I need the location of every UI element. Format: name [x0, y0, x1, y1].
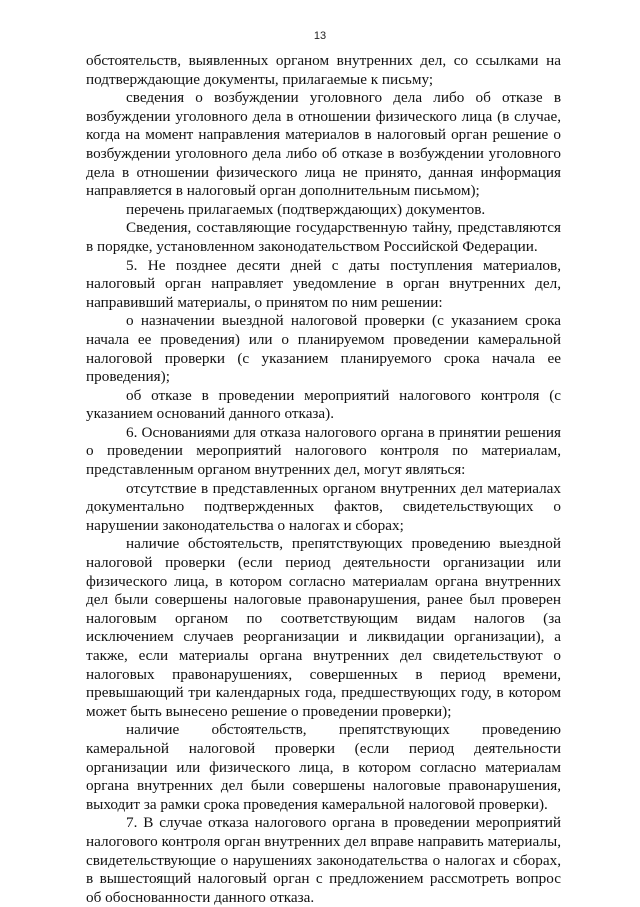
- page-number: 13: [313, 30, 327, 42]
- paragraph: перечень прилагаемых (подтверждающих) документов.: [126, 200, 486, 218]
- paragraph: наличие обстоятельств, препятствующих проведению камеральной налоговой проверки (если период деятельности организации или физического лица, в котором согласно материалам органа внутренних дел были совершены налоговые правонарушения, выходит за рамки срока проведения камеральной налоговой проверки).: [86, 721, 561, 813]
- paragraph: 6. Основаниями для отказа налогового органа в принятии решения о проведении мероприятий налогового контроля по материалам, представленным органом внутренних дел, могут являться:: [86, 423, 561, 479]
- paragraph: обстоятельств, выявленных органом внутренних дел, со ссылками на подтверждающие документы, прилагаемые к письму;: [86, 52, 561, 88]
- paragraph: Сведения, составляющие государственную тайну, представляются в порядке, установленном законодательством Российской Федерации.: [86, 219, 561, 255]
- paragraph: наличие обстоятельств, препятствующих проведению выездной налоговой проверки (если период деятельности организации или физического лица, в котором согласно материалам органа внутренних дел были совершены налоговые правонарушения, ранее был проверен налоговым органом по соответствующим видам налогов (за исключением случаев реорганизации и ликвидации организации), а также, если материалы органа внутренних дел свидетельствуют о налоговых правонарушениях, совершенных в период времени, превышающий три календарных года, предшествующих году, в котором может быть вынесено решение о проведении проверки);: [86, 535, 561, 720]
- paragraph: об отказе в проведении мероприятий налогового контроля (с указанием оснований данного отказа).: [86, 386, 561, 423]
- paragraph: сведения о возбуждении уголовного дела либо об отказе в возбуждении уголовного дела в отношении физического лица (в случае, когда на момент направления материалов в налоговый орган решение о возбуждении уголовного дела либо об отказе в возбуждении уголовного дела в отношении физического лица не принято, данная информация направляется в налоговый орган дополнительным письмом);: [86, 89, 561, 200]
- paragraph: о назначении выездной налоговой проверки (с указанием срока начала ее проведения) или о планируемом проведении камеральной налоговой проверки (с указанием планируемого срока начала ее проведения);: [86, 312, 561, 386]
- paragraph: 5. Не позднее десяти дней с даты поступления материалов, налоговый орган направляет уведомление в орган внутренних дел, направивший материалы, о принятом по ним решении:: [86, 256, 561, 311]
- paragraph: 7. В случае отказа налогового органа в проведении мероприятий налогового контроля орган внутренних дел вправе направить материалы, свидетельствующие о нарушениях законодательства о налогах и сборах, в вышестоящий налоговый орган с предложением рассмотреть вопрос об обоснованности данного отказа.: [86, 814, 561, 906]
- paragraph: отсутствие в представленных органом внутренних дел материалах документально подтвержденных фактов, свидетельствующих о нарушении законодательства о налогах и сборах;: [86, 479, 561, 534]
- document-body: [86, 52, 561, 907]
